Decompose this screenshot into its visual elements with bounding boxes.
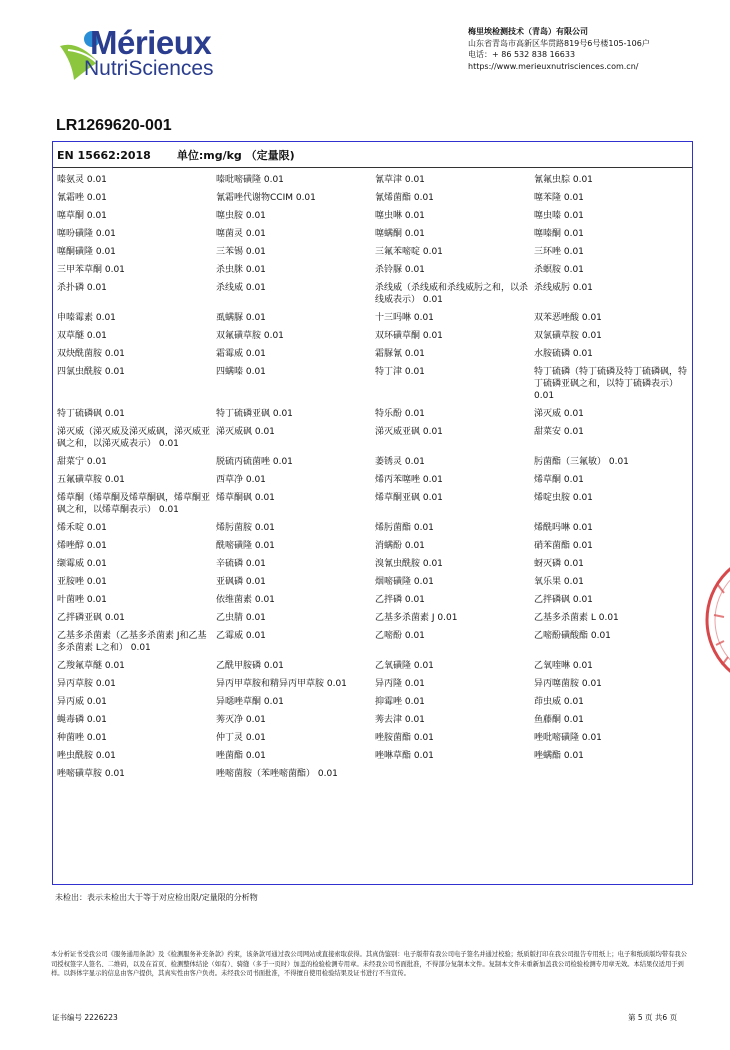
analyte-cell: 杀线威 0.01 [216, 283, 266, 293]
analyte-cell: 鱼藤酮 0.01 [534, 715, 584, 725]
analyte-cell: 亚胺唑 0.01 [57, 577, 107, 587]
analyte-cell: 噻菌灵 0.01 [216, 229, 266, 239]
analyte-cell: 双炔酰菌胺 0.01 [57, 349, 125, 359]
standard-label: EN 15662:2018 [57, 149, 151, 162]
table-row [57, 456, 693, 468]
table-row [57, 732, 693, 744]
analyte-cell: 烯草酮 0.01 [534, 475, 584, 485]
analyte-cell: 乙氧喹啉 0.01 [534, 661, 593, 671]
analyte-cell: 三环唑 0.01 [534, 247, 584, 257]
analyte-cell: 乙拌磷 0.01 [375, 595, 425, 605]
analyte-cell: 噻草酮 0.01 [57, 211, 107, 221]
analyte-cell: 蚜灭磷 0.01 [534, 559, 584, 569]
analyte-cell: 异丙隆 0.01 [375, 679, 425, 689]
analyte-cell: 氰烯菌酯 0.01 [375, 193, 434, 203]
table-row [57, 750, 693, 762]
analyte-cell: 乙拌磷砜 0.01 [534, 595, 593, 605]
analyte-cell: 杀线威肟 0.01 [534, 283, 593, 293]
analyte-cell: 肟菌酯（三氟敏） 0.01 [534, 457, 629, 467]
analyte-cell: 涕灭威 0.01 [534, 409, 584, 419]
analyte-cell: 缬霉威 0.01 [57, 559, 107, 569]
analyte-cell: 特丁硫磷（特丁硫磷及特丁硫磷砜，特丁硫磷亚砜之和，以特丁硫磷表示） 0.01 [534, 367, 688, 401]
table-row [57, 174, 693, 186]
analyte-cell: 噻螨酮 0.01 [375, 229, 425, 239]
analyte-cell: 依维菌素 0.01 [216, 595, 275, 605]
analyte-cell: 乙嘧酚 0.01 [375, 631, 425, 641]
analyte-cell: 异丙草胺 0.01 [57, 679, 116, 689]
analyte-cell: 乙氧磺隆 0.01 [375, 661, 434, 671]
analyte-cell: 蝇毒磷 0.01 [57, 715, 107, 725]
table-row [57, 678, 693, 690]
analyte-cell: 唑胺菌酯 0.01 [375, 733, 434, 743]
analyte-cell: 萎锈灵 0.01 [375, 457, 425, 467]
table-row [57, 330, 693, 342]
table-row [57, 768, 693, 780]
analyte-cell: 噻吩磺隆 0.01 [57, 229, 116, 239]
analyte-cell: 唑吡嘧磺隆 0.01 [534, 733, 602, 743]
analyte-cell: 异丙甲草胺和精异丙甲草胺 0.01 [216, 679, 347, 689]
analyte-cell: 抑霉唑 0.01 [375, 697, 425, 707]
analyte-cell: 特乐酚 0.01 [375, 409, 425, 419]
analyte-cell: 乙羧氟草醚 0.01 [57, 661, 125, 671]
table-row [57, 312, 693, 324]
table-row [57, 474, 693, 486]
analyte-grid [57, 174, 693, 786]
analyte-cell: 噻嗪酮 0.01 [534, 229, 584, 239]
analyte-cell: 溴氰虫酰胺 0.01 [375, 559, 443, 569]
analyte-cell: 嗪氨灵 0.01 [57, 175, 107, 185]
company-address: 山东省青岛市高新区华贯路819号6号楼105-106户 [468, 38, 650, 48]
analyte-cell: 涕灭威砜 0.01 [216, 427, 275, 437]
analyte-cell: 噻虫啉 0.01 [375, 211, 425, 221]
analyte-cell: 四螨嗪 0.01 [216, 367, 266, 377]
analyte-cell: 莠去津 0.01 [375, 715, 425, 725]
analyte-cell: 虱螨脲 0.01 [216, 313, 266, 323]
analyte-cell: 西草净 0.01 [216, 475, 266, 485]
analyte-cell: 烯禾啶 0.01 [57, 523, 107, 533]
analyte-cell: 水胺硫磷 0.01 [534, 349, 593, 359]
report-number: LR1269620-001 [56, 117, 172, 134]
table-row [57, 408, 693, 420]
analyte-cell [375, 768, 534, 780]
analyte-cell: 杀线威（杀线威和杀线威肟之和，以杀线威表示） 0.01 [375, 283, 529, 305]
analyte-cell: 氰草津 0.01 [375, 175, 425, 185]
analyte-cell: 烯酰吗啉 0.01 [534, 523, 593, 533]
table-row [57, 282, 693, 306]
analyte-cell: 申嗪霉素 0.01 [57, 313, 116, 323]
disclaimer-text: 本分析证书受我公司《服务通用条款》及《检测服务补充条款》约束，该条款可通过我公司网站或直接索取获得。其真伪鉴别：电子版带有我公司电子签名并通过校验；纸质版打印在我公司报告专用纸上；电子和纸质版均带有我公司授权签字人签名、二维码，以及在首页、检测整体结论（如有）、骑缝（多于一页时）加盖的检验检测专用章。未经我公司书面批准，不得部分复制本文件。复制本文件未重新加盖我公司检验检测专用章无效。本结果仅适用于到样。以斜体字显示的信息由客户提供，其真实性由客户负责。未经我公司书面批准，不得擅自使用检验结果及证书进行不当宣传。 [51, 951, 687, 977]
analyte-cell: 异丙威 0.01 [57, 697, 107, 707]
analyte-cell: 辛硫磷 0.01 [216, 559, 266, 569]
company-website[interactable]: https://www.merieuxnutrisciences.com.cn/ [468, 61, 639, 71]
analyte-cell: 酰嘧磺隆 0.01 [216, 541, 275, 551]
analyte-cell: 双氟磺草胺 0.01 [216, 331, 284, 341]
analyte-cell: 五氟磺草胺 0.01 [57, 475, 125, 485]
analyte-cell: 烯草酮（烯草酮及烯草酮砜，烯草酮亚砜之和，以烯草酮表示） 0.01 [57, 493, 211, 515]
analyte-cell: 霜霉威 0.01 [216, 349, 266, 359]
table-row [57, 696, 693, 708]
analyte-cell: 乙基多杀菌素（乙基多杀菌素 J和乙基多杀菌素 L之和） 0.01 [57, 631, 207, 653]
certificate-number: 证书编号 2226223 [52, 1013, 118, 1022]
results-table [52, 141, 693, 885]
analyte-cell: 硝苯菌酯 0.01 [534, 541, 593, 551]
analyte-cell: 唑虫酰胺 0.01 [57, 751, 116, 761]
analyte-cell: 杀螟胺 0.01 [534, 265, 584, 275]
table-row [57, 246, 693, 258]
analyte-cell: 杀扑磷 0.01 [57, 283, 107, 293]
analyte-cell: 噻虫嗪 0.01 [534, 211, 584, 221]
analyte-cell: 烯肟菌酯 0.01 [375, 523, 434, 533]
analyte-cell: 烯肟菌胺 0.01 [216, 523, 275, 533]
unit-label: 单位:mg/kg （定量限) [176, 149, 295, 162]
analyte-cell: 乙霉威 0.01 [216, 631, 266, 641]
analyte-cell: 氰霜唑 0.01 [57, 193, 107, 203]
logo-line2: NutriSciences [84, 57, 214, 80]
analyte-cell: 种菌唑 0.01 [57, 733, 107, 743]
analyte-cell: 乙嘧酚磺酸酯 0.01 [534, 631, 611, 641]
analyte-cell: 烯唑醇 0.01 [57, 541, 107, 551]
analyte-cell: 氰氟虫腙 0.01 [534, 175, 593, 185]
table-row [57, 594, 693, 606]
analyte-cell: 氧乐果 0.01 [534, 577, 584, 587]
analyte-cell: 杀铃脲 0.01 [375, 265, 425, 275]
table-row [57, 264, 693, 276]
analyte-cell: 莠灭净 0.01 [216, 715, 266, 725]
table-row [57, 660, 693, 672]
analyte-cell: 乙拌磷亚砜 0.01 [57, 613, 125, 623]
analyte-cell: 十三吗啉 0.01 [375, 313, 434, 323]
analyte-cell: 乙虫腈 0.01 [216, 613, 266, 623]
analyte-cell: 茚虫威 0.01 [534, 697, 584, 707]
analyte-cell: 涕灭威（涕灭威及涕灭威砜，涕灭威亚砜之和，以涕灭威表示） 0.01 [57, 427, 211, 449]
analyte-cell: 甜菜安 0.01 [534, 427, 584, 437]
analyte-cell: 乙基多杀菌素 J 0.01 [375, 613, 458, 623]
analyte-cell: 脱硫丙硫菌唑 0.01 [216, 457, 293, 467]
table-row [57, 576, 693, 588]
company-phone: 电话：+ 86 532 838 16633 [468, 50, 576, 59]
table-row [57, 366, 693, 402]
analyte-cell: 仲丁灵 0.01 [216, 733, 266, 743]
table-row [57, 426, 693, 450]
analyte-cell: 三氟苯嘧啶 0.01 [375, 247, 443, 257]
analyte-cell: 甜菜宁 0.01 [57, 457, 107, 467]
company-info [468, 26, 650, 72]
analyte-cell: 特丁硫磷亚砜 0.01 [216, 409, 293, 419]
analyte-cell: 唑啉草酯 0.01 [375, 751, 434, 761]
analyte-cell: 烟嘧磺隆 0.01 [375, 577, 434, 587]
analyte-cell: 烯丙苯噻唑 0.01 [375, 475, 443, 485]
analyte-cell: 烯草酮亚砜 0.01 [375, 493, 443, 503]
page-number: 第 5 页 共6 页 [628, 1013, 678, 1022]
table-row [57, 558, 693, 570]
table-row [57, 522, 693, 534]
table-row [57, 612, 693, 624]
analyte-cell: 叶菌唑 0.01 [57, 595, 107, 605]
table-row [57, 228, 693, 240]
analyte-cell: 三甲苯草酮 0.01 [57, 265, 125, 275]
analyte-cell: 唑嘧菌胺（苯唑嘧菌酯） 0.01 [216, 769, 338, 779]
analyte-cell: 异噁唑草酮 0.01 [216, 697, 284, 707]
analyte-cell: 烯啶虫胺 0.01 [534, 493, 593, 503]
analyte-cell: 异丙噻菌胺 0.01 [534, 679, 602, 689]
analyte-cell: 四氯虫酰胺 0.01 [57, 367, 125, 377]
analyte-cell: 双草醚 0.01 [57, 331, 107, 341]
analyte-cell: 双环磺草酮 0.01 [375, 331, 443, 341]
analyte-cell: 唑螨酯 0.01 [534, 751, 584, 761]
table-row [57, 348, 693, 360]
table-row [57, 714, 693, 726]
analyte-cell: 氰霜唑代谢物CCIM 0.01 [216, 193, 316, 203]
analyte-cell: 三苯锡 0.01 [216, 247, 266, 257]
logo-line1: Mérieux [90, 24, 212, 61]
analyte-cell: 涕灭威亚砜 0.01 [375, 427, 443, 437]
table-row [57, 540, 693, 552]
analyte-cell: 烯草酮砜 0.01 [216, 493, 275, 503]
analyte-cell: 乙基多杀菌素 L 0.01 [534, 613, 619, 623]
official-seal-icon [700, 545, 730, 695]
analyte-cell: 特丁津 0.01 [375, 367, 425, 377]
analyte-cell: 亚砜磷 0.01 [216, 577, 266, 587]
analyte-cell: 噻虫胺 0.01 [216, 211, 266, 221]
analyte-cell: 双苯恶唑酸 0.01 [534, 313, 602, 323]
table-row [57, 630, 693, 654]
analyte-cell: 杀虫脒 0.01 [216, 265, 266, 275]
analyte-cell: 噻苯隆 0.01 [534, 193, 584, 203]
analyte-cell: 乙酰甲胺磷 0.01 [216, 661, 284, 671]
table-row [57, 492, 693, 516]
table-row [57, 210, 693, 222]
table-row [57, 192, 693, 204]
footnote: 未检出：表示未检出大于等于对应检出限/定量限的分析物 [55, 893, 258, 902]
analyte-cell: 嗪吡嘧磺隆 0.01 [216, 175, 284, 185]
analyte-cell: 唑菌酯 0.01 [216, 751, 266, 761]
table-header [53, 142, 692, 168]
analyte-cell: 特丁硫磷砜 0.01 [57, 409, 125, 419]
analyte-cell: 噻酮磺隆 0.01 [57, 247, 116, 257]
analyte-cell: 霜脲氰 0.01 [375, 349, 425, 359]
analyte-cell: 消螨酚 0.01 [375, 541, 425, 551]
analyte-cell: 唑嘧磺草胺 0.01 [57, 769, 125, 779]
company-name: 梅里埃检测技术（青岛）有限公司 [468, 27, 588, 36]
analyte-cell: 双氯磺草胺 0.01 [534, 331, 602, 341]
analyte-cell [534, 768, 693, 780]
